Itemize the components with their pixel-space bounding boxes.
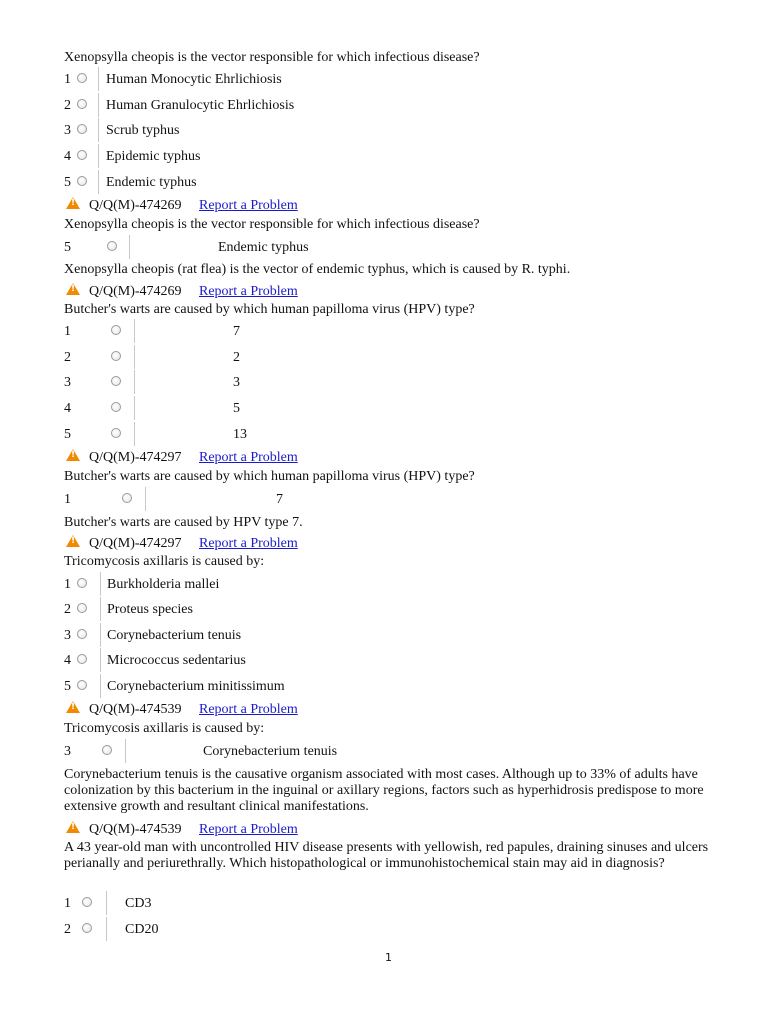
option-number: 2 <box>64 922 71 937</box>
option-label: Corynebacterium tenuis <box>107 628 242 643</box>
question-text: Xenopsylla cheopis is the vector responsible for which infectious disease? <box>64 217 480 232</box>
radio-button[interactable] <box>82 923 92 933</box>
radio-button[interactable] <box>111 428 121 438</box>
warning-icon <box>66 197 80 209</box>
option-number: 4 <box>64 149 71 164</box>
question-id: Q/Q(M)-474297 <box>89 536 182 551</box>
question-id: Q/Q(M)-474269 <box>89 198 182 213</box>
divider <box>125 739 126 763</box>
divider <box>100 623 101 647</box>
option-number: 2 <box>64 98 71 113</box>
option-number: 3 <box>64 375 71 390</box>
option-number: 2 <box>64 350 71 365</box>
answer-number: 5 <box>64 240 71 255</box>
option-label: CD3 <box>125 896 152 911</box>
report-problem-link[interactable]: Report a Problem <box>199 198 298 213</box>
radio-button[interactable] <box>107 241 117 251</box>
answer-number: 1 <box>64 492 71 507</box>
option-number: 2 <box>64 602 71 617</box>
divider <box>100 674 101 698</box>
divider <box>134 396 135 420</box>
option-label: 5 <box>233 401 240 416</box>
warning-icon <box>66 701 80 713</box>
divider <box>98 144 99 168</box>
radio-button[interactable] <box>77 578 87 588</box>
warning-icon <box>66 535 80 547</box>
explanation-text: Xenopsylla cheopis (rat flea) is the vector of endemic typhus, which is caused by R. typhi. <box>64 262 571 277</box>
option-number: 3 <box>64 628 71 643</box>
option-number: 5 <box>64 175 71 190</box>
option-number: 1 <box>64 896 71 911</box>
warning-icon <box>66 821 80 833</box>
radio-button[interactable] <box>77 124 87 134</box>
radio-button[interactable] <box>77 99 87 109</box>
option-label: Corynebacterium minitissimum <box>107 679 285 694</box>
option-label: Human Granulocytic Ehrlichiosis <box>106 98 295 113</box>
option-label: Endemic typhus <box>106 175 197 190</box>
question-id: Q/Q(M)-474297 <box>89 450 182 465</box>
option-number: 1 <box>64 72 71 87</box>
question-id: Q/Q(M)-474269 <box>89 284 182 299</box>
question-id: Q/Q(M)-474539 <box>89 702 182 717</box>
divider <box>98 118 99 142</box>
answer-label: 7 <box>276 492 283 507</box>
option-label: Proteus species <box>107 602 193 617</box>
radio-button[interactable] <box>77 73 87 83</box>
option-label: 2 <box>233 350 240 365</box>
question-text: Xenopsylla cheopis is the vector responsible for which infectious disease? <box>64 50 480 65</box>
divider <box>100 572 101 596</box>
divider <box>98 170 99 194</box>
answer-label: Endemic typhus <box>218 240 309 255</box>
option-label: 7 <box>233 324 240 339</box>
option-number: 5 <box>64 427 71 442</box>
question-text: Tricomycosis axillaris is caused by: <box>64 721 265 736</box>
divider <box>145 487 146 511</box>
divider <box>100 648 101 672</box>
radio-button[interactable] <box>77 680 87 690</box>
question-text: A 43 year-old man with uncontrolled HIV disease presents with yellowish, red papules, draining sinuses and ulcers perianally and periurethrally. Which histopathological or immunohistochemical stain may aid in diagnosis? <box>64 840 709 871</box>
radio-button[interactable] <box>77 654 87 664</box>
radio-button[interactable] <box>122 493 132 503</box>
option-number: 3 <box>64 123 71 138</box>
radio-button[interactable] <box>102 745 112 755</box>
option-number: 5 <box>64 679 71 694</box>
report-problem-link[interactable]: Report a Problem <box>199 284 298 299</box>
option-label: 3 <box>233 375 240 390</box>
radio-button[interactable] <box>111 351 121 361</box>
divider <box>100 597 101 621</box>
divider <box>106 917 107 941</box>
report-problem-link[interactable]: Report a Problem <box>199 702 298 717</box>
option-label: Micrococcus sedentarius <box>107 653 246 668</box>
report-problem-link[interactable]: Report a Problem <box>199 536 298 551</box>
page-number: 1 <box>385 951 392 964</box>
option-label: 13 <box>233 427 247 442</box>
radio-button[interactable] <box>82 897 92 907</box>
radio-button[interactable] <box>77 176 87 186</box>
option-label: Epidemic typhus <box>106 149 201 164</box>
report-problem-link[interactable]: Report a Problem <box>199 450 298 465</box>
radio-button[interactable] <box>111 325 121 335</box>
option-number: 4 <box>64 653 71 668</box>
radio-button[interactable] <box>111 402 121 412</box>
radio-button[interactable] <box>77 603 87 613</box>
warning-icon <box>66 449 80 461</box>
answer-label: Corynebacterium tenuis <box>203 744 338 759</box>
radio-button[interactable] <box>77 150 87 160</box>
option-label: Human Monocytic Ehrlichiosis <box>106 72 282 87</box>
option-label: Scrub typhus <box>106 123 180 138</box>
answer-number: 3 <box>64 744 71 759</box>
question-text: Tricomycosis axillaris is caused by: <box>64 554 265 569</box>
divider <box>98 93 99 117</box>
radio-button[interactable] <box>77 629 87 639</box>
divider <box>106 891 107 915</box>
option-number: 1 <box>64 324 71 339</box>
divider <box>134 319 135 343</box>
divider <box>134 422 135 446</box>
option-number: 4 <box>64 401 71 416</box>
warning-icon <box>66 283 80 295</box>
report-problem-link[interactable]: Report a Problem <box>199 822 298 837</box>
divider <box>129 235 130 259</box>
explanation-text: Corynebacterium tenuis is the causative organism associated with most cases. Although up to 33% of adults have colonization by this bacterium in the inguinal or axillary regions, factors such as hyperhidrosis predispose to more extensive growth and resultant clinical manifestations. <box>64 767 704 814</box>
radio-button[interactable] <box>111 376 121 386</box>
question-text: Butcher's warts are caused by which human papilloma virus (HPV) type? <box>64 302 475 317</box>
option-label: Burkholderia mallei <box>107 577 220 592</box>
question-id: Q/Q(M)-474539 <box>89 822 182 837</box>
divider <box>134 345 135 369</box>
option-label: CD20 <box>125 922 159 937</box>
question-text: Butcher's warts are caused by which human papilloma virus (HPV) type? <box>64 469 475 484</box>
divider <box>134 370 135 394</box>
divider <box>98 67 99 91</box>
option-number: 1 <box>64 577 71 592</box>
explanation-text: Butcher's warts are caused by HPV type 7. <box>64 515 303 530</box>
